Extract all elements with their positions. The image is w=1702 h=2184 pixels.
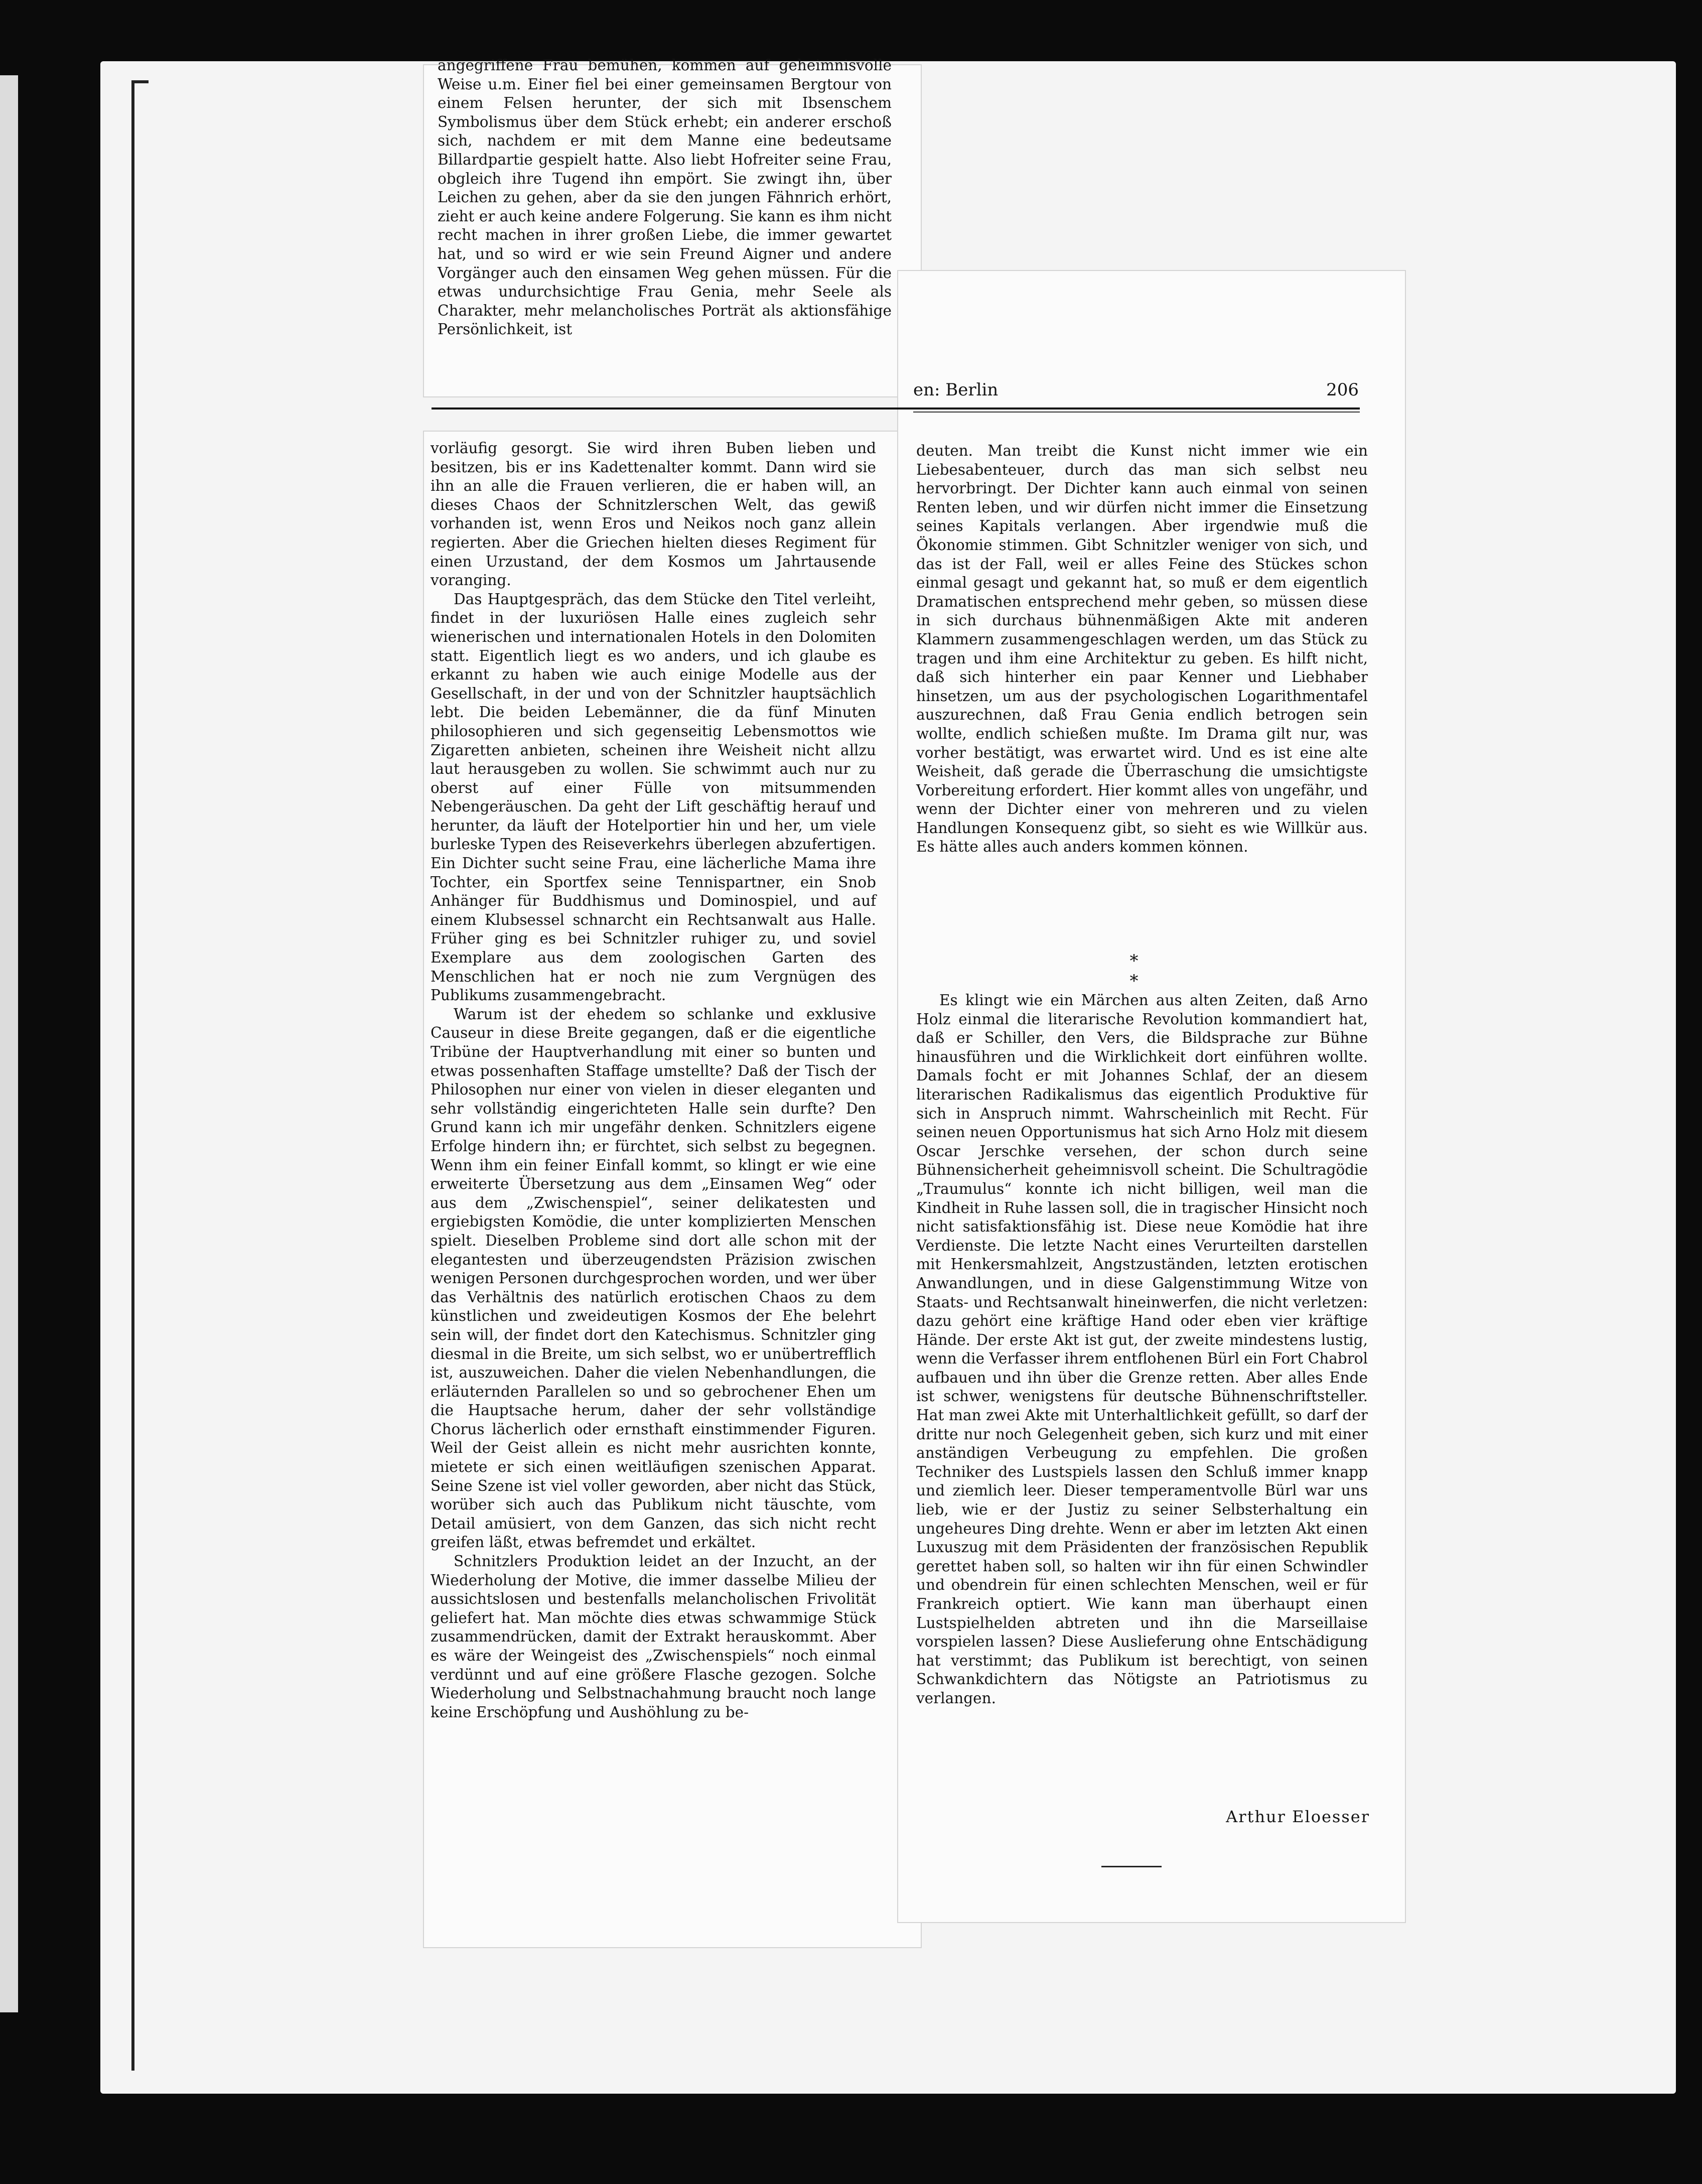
header-rule bbox=[432, 407, 1360, 410]
header-rule-thin bbox=[913, 412, 1360, 413]
sheet-corner-mark bbox=[131, 80, 149, 2071]
paragraph: deuten. Man treibt die Kunst nicht immer wie ein Liebesabenteuer, durch das man sich selbst neu hervorbringt. Der Dichter kann auch einmal von seinen Renten leben, und wir dürfen nicht immer die Einsetzung seines Kapitals verlangen. Aber irgendwie muß die Ökonomie stimmen. Gibt Schnitzler weniger von sich, und das ist der Fall, weil er alles Feine des Stückes schon einmal gesagt und gekannt hat, so muß er dem eigentlich Dramatischen entsprechend mehr geben, so müssen diese in sich durchaus bühnenmäßigen Akte mit anderen Klammern zusammengeschlagen werden, um das Stück zu tragen und ihm eine Architektur zu geben. Es hilft nicht, daß sich hinterher ein paar Kenner und Liebhaber hinsetzen, um aus der psychologischen Logarithmentafel auszurechnen, daß Frau Genia endlich betrogen sein wollte, endlich schießen mußte. Im Drama gilt nur, was vorher bestätigt, was erwartet wird. Und es ist eine alte Weisheit, daß gerade die Überraschung die umsichtigste Vorbereitung erfordert. Hier kommt alles von ungefähr, und wenn der Dichter einer von mehreren und zu vielen Handlungen Konsequenz gibt, so sieht es wie Willkür aus. Es hätte alles auch anders kommen können. bbox=[916, 442, 1368, 856]
paragraph: Schnitzlers Produktion leidet an der Inzucht, an der Wiederholung der Motive, die immer dasselbe Milieu der aussichtslosen und bestenfalls melancholischen Frivolität geliefert hat. Man möchte dies etwas schwammige Stück zusammendrücken, damit der Extrakt herauskommt. Aber es wäre der Weingeist des „Zwischenspiels“ noch einmal verdünnt und auf eine größere Flasche gezogen. Solche Wiederholung und Selbstnachahmung braucht noch lange keine Erschöpfung und Aushöhlung zu be- bbox=[431, 1553, 876, 1721]
text-column-right bbox=[916, 442, 1368, 857]
paragraph: Es klingt wie ein Märchen aus alten Zeiten, daß Arno Holz einmal die literarische Revolution kommandiert hat, daß er Schiller, den Vers, die Bildsprache zur Bühne hinausführen und die Wirklichkeit dort einführen wollte. Damals focht er mit Johannes Schlaf, der an diesem literarischen Radikalismus das eigentlich Produktive für sich in Anspruch nimmt. Wahrscheinlich mit Recht. Für seinen neuen Opportunismus hat sich Arno Holz mit diesem Oscar Jerschke versehen, der schon durch seine Bühnensicherheit geheimnisvoll scheint. Die Schultragödie „Traumulus“ konnte ich nicht billigen, weil man die Kindheit in Ruhe lassen soll, die in tragischer Hinsicht noch nicht satisfaktionsfähig ist. Diese neue Komödie hat ihre Verdienste. Die letzte Nacht eines Verurteilten darstellen mit Henkersmahlzeit, Angstzuständen, letzten erotischen Anwandlungen, und in diese Galgenstimmung Witze von Staats- und Rechtsanwalt hineinwerfen, die nicht verletzen: dazu gehört eine kräftige Hand oder eben vier kräftige Hände. Der erste Akt ist gut, der zweite mindestens lustig, wenn die Verfasser ihrem entflohenen Bürl ein Fort Chabrol aufbauen und ihn über die Grenze retten. Aber alles Ende ist schwer, wenigstens für deutsche Bühnenschriftsteller. Hat man zwei Akte mit Unterhaltlichkeit gefüllt, so darf der dritte nur noch Gelegenheit geben, sich kurz und mit einer anständigen Verbeugung zu empfehlen. Die großen Techniker des Lustspiels lassen den Schluß immer knapp und ziemlich leer. Dieser temperamentvolle Bürl war uns lieb, wie er der Justiz zu seiner Selbsterhaltung ein ungeheures Ding drehte. Wenn er aber im letzten Akt einen Luxuszug mit dem Präsidenten der französischen Republik gerettet haben soll, so halten wir ihn für einen Schwindler und obendrein für einen schlechten Menschen, weil er für Frankreich optiert. Wie kann man überhaupt einen Lustspielhelden abtreten und ihn die Marseillaise vorspielen lassen? Diese Auslieferung ohne Entschädigung hat verstimmt; das Publikum ist berechtigt, von seinen Schwankdichtern das Nötigste an Patriotismus zu verlangen. bbox=[916, 992, 1368, 1707]
paragraph: angegriffene Frau bemühen, kommen auf geheimnisvolle Weise u.m. Einer fiel bei einer gemeinsamen Bergtour von einem Felsen herunter, der sich mit Ibsenschem Symbolismus über dem Stück erhebt; ein anderer erschoß sich, nachdem er mit dem Manne eine bedeutsame Billardpartie gespielt hatte. Also liebt Hofreiter seine Frau, obgleich ihre Tugend ihn empört. Sie zwingt ihn, über Leichen zu gehen, aber da sie den jungen Fähnrich erhört, zieht er auch keine andere Folgerung. Sie kann es ihm nicht recht machen in ihrer großen Liebe, die immer gewartet hat, und so wird er wie sein Freund Aigner und andere Vorgänger auch den einsamen Weg gehen müssen. Für die etwas undurchsichtige Frau Genia, mehr Seele als Charakter, mehr melancholisches Porträt als aktionsfähige Persönlichkeit, ist bbox=[438, 57, 892, 338]
paragraph: Warum ist der ehedem so schlanke und exklusive Causeur in diese Breite gegangen, daß er die eigentliche Tribüne der Hauptverhandlung mit einer so bunten und etwas possenhaften Staffage umstellte? Daß der Tisch der Philosophen nur einer von vielen in dieser eleganten und sehr vollständig eingerichteten Halle sein durfte? Den Grund kann ich mir ungefähr denken. Schnitzlers eigene Erfolge hindern ihn; er fürchtet, sich selbst zu begegnen. Wenn ihm ein feiner Einfall kommt, so klingt er wie eine erweiterte Übersetzung aus dem „Einsamen Weg“ oder aus dem „Zwischenspiel“, seiner delikatesten und ergiebigsten Komödie, die unter komplizierten Menschen spielt. Dieselben Probleme sind dort alle schon mit der elegantesten und überzeugendsten Präzision zwischen wenigen Personen durchgesprochen worden, und wer über das Verhältnis des natürlich erotischen Chaos zu dem künstlichen und zweideutigen Kosmos der Ehe belehrt sein will, der findet dort den Katechismus. Schnitzler ging diesmal in die Breite, um sich selbst, wo er unübertrefflich ist, auszuweichen. Daher die vielen Nebenhandlungen, die erläuternden Parallelen so und so gebrochener Ehen um die Hauptsache herum, daher der sehr vollständige Chorus lächerlich oder ernsthaft einstimmender Figuren. Weil der Geist allein es nicht mehr ausrichten konnte, mietete er sich einen weitläufigen szenischen Apparat. Seine Szene ist viel voller geworden, aber nicht das Stück, worüber sich auch das Publikum nicht täuschte, vom Detail amüsiert, von dem Ganzen, das sich nicht recht greifen läßt, etwas befremdet und erkältet. bbox=[431, 1005, 876, 1551]
author-signature: Arthur Eloesser bbox=[1226, 1807, 1370, 1826]
text-column-top bbox=[438, 56, 892, 339]
section-divider-stars: * * bbox=[1129, 951, 1189, 991]
page-number: 206 bbox=[1326, 380, 1359, 400]
text-column-right-second bbox=[916, 991, 1368, 1708]
paragraph: Das Hauptgespräch, das dem Stücke den Titel verleiht, findet in der luxuriösen Halle eines zugleich sehr wienerischen und internationalen Hotels in den Dolomiten statt. Eigentlich liegt es wo anders, und ich glaube es erkannt zu haben wie auch einige Modelle aus der Gesellschaft, in der und von der Schnitzler hauptsächlich lebt. Die beiden Lebemänner, die da fünf Minuten philosophieren und sich gegenseitig Lebensmottos wie Zigaretten anbieten, scheinen ihre Weisheit nicht allzu laut herausgeben zu wollen. Sie schwimmt auch nur zu oberst auf einer Fülle von mitsummenden Nebengeräuschen. Da geht der Lift geschäftig herauf und herunter, da läuft der Hotelportier hin und her, um viele burleske Typen des Reiseverkehrs überlegen abzufertigen. Ein Dichter sucht seine Frau, eine lächerliche Mama ihre Tochter, ein Sportfex seine Tennispartner, ein Snob Anhänger für Buddhismus und Dominospiel, und auf einem Klubsessel schnarcht ein Rechtsanwalt aus Halle. Früher ging es bei Schnitzler ruhiger zu, und soviel Exemplare aus dem zoologischen Garten des Menschlichen hat er noch nie zum Vergnügen des Publikums zusammengebracht. bbox=[431, 590, 876, 1004]
adjacent-page-edge bbox=[0, 75, 18, 2012]
paragraph: vorläufig gesorgt. Sie wird ihren Buben lieben und besitzen, bis er ins Kadettenalter kommt. Dann wird sie ihn an alle die Frauen verlieren, die er haben will, an dieses Chaos der Schnitzlerschen Welt, das gewiß vorhanden ist, wenn Eros und Neikos noch ganz allein regierten. Aber die Griechen hielten dieses Regiment für einen Urzustand, der dem Kosmos um Jahrtausende voranging. bbox=[431, 440, 876, 589]
header-section: en: Berlin bbox=[913, 380, 999, 400]
running-header bbox=[913, 377, 1359, 402]
end-rule bbox=[1101, 1866, 1162, 1867]
text-column-left bbox=[431, 439, 876, 1722]
